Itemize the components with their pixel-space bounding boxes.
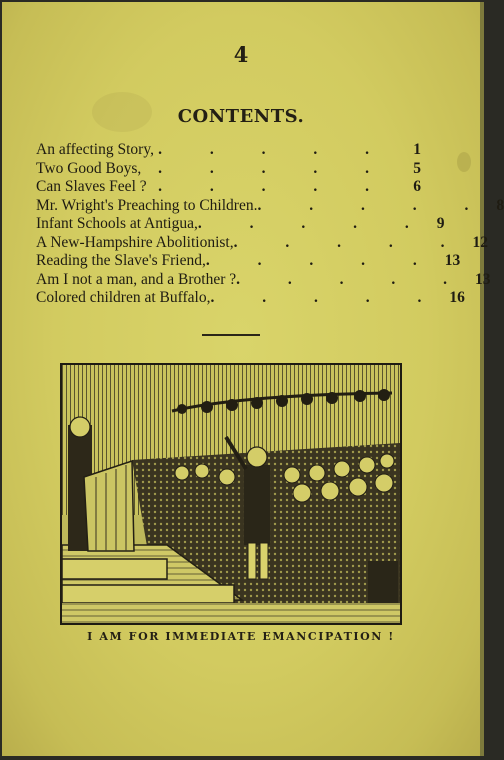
toc-entry — [36, 160, 421, 179]
toc-entry-page: 5 — [413, 159, 421, 177]
page-number: 4 — [233, 42, 249, 67]
toc-entry — [36, 196, 504, 216]
engraving-illustration — [60, 363, 402, 625]
toc-entry-title: Am I not a man, and a Brother ? — [36, 270, 237, 288]
toc-entry-page: 9 — [436, 215, 445, 232]
toc-entry-title: An affecting Story, — [36, 141, 154, 158]
book-page — [2, 2, 504, 756]
toc-entry-page: 6 — [413, 178, 421, 195]
classroom-engraving — [62, 365, 400, 623]
toc-entry-page: 8 — [496, 196, 504, 214]
toc-entry-page: 16 — [449, 289, 465, 306]
toc-entry-title: Infant Schools at Antigua, — [36, 215, 198, 232]
toc-leader-dots: . . . . . — [236, 270, 470, 288]
toc-leader-dots: . . . . . — [158, 178, 391, 195]
toc-entry-title: A New-Hampshire Abolitionist, — [36, 233, 234, 251]
toc-entry-page: 13 — [444, 252, 461, 269]
toc-entry-page: 12 — [472, 233, 488, 251]
illustration-caption: I AM FOR IMMEDIATE EMANCIPATION ! — [87, 630, 395, 643]
toc-leader-dots: . . . . . — [197, 215, 431, 232]
toc-leader-dots: . . . . . — [257, 196, 491, 214]
page-stain — [457, 152, 471, 172]
contents-heading: CONTENTS. — [177, 106, 305, 127]
section-divider — [202, 334, 260, 336]
toc-entry — [36, 252, 461, 271]
table-of-contents — [36, 141, 504, 308]
toc-entry — [36, 178, 421, 197]
toc-leader-dots: . . . . . — [210, 289, 444, 306]
toc-leader-dots: . . . . . — [233, 233, 467, 251]
toc-leader-dots: . . . . . — [158, 159, 391, 177]
toc-entry-title: Two Good Boys, — [36, 159, 142, 177]
toc-entry-page: 1 — [413, 141, 421, 158]
toc-entry — [36, 233, 488, 253]
toc-entry — [36, 270, 491, 290]
toc-entry — [36, 141, 421, 160]
toc-entry-title: Can Slaves Feel ? — [36, 178, 147, 195]
toc-entry — [36, 289, 465, 308]
toc-leader-dots: . . . . . — [205, 252, 439, 269]
toc-entry — [36, 215, 445, 234]
toc-entry-title: Mr. Wright's Preaching to Children. — [36, 196, 258, 214]
toc-entry-page: 13 — [475, 270, 491, 288]
toc-entry-title: Reading the Slave's Friend, — [36, 252, 206, 269]
toc-leader-dots: . . . . . — [158, 141, 391, 158]
toc-entry-title: Colored children at Buffalo, — [36, 289, 211, 306]
